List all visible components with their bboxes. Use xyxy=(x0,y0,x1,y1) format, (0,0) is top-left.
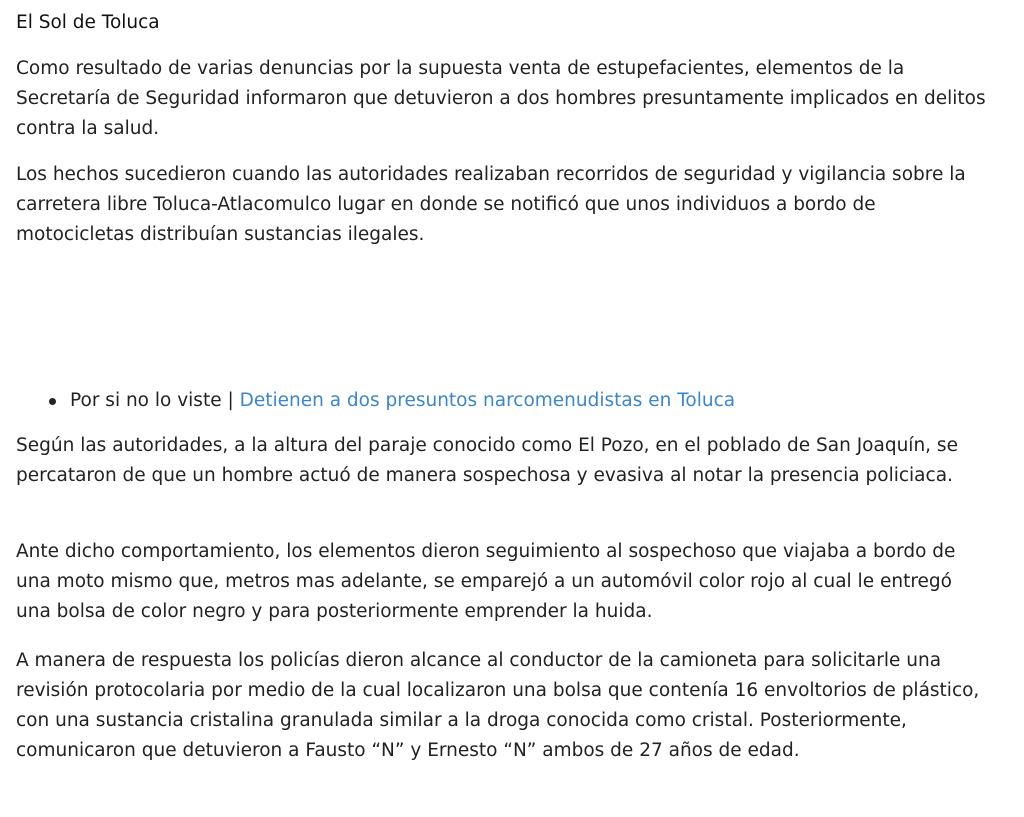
article-paragraph-2: Los hechos sucedieron cuando las autoridades realizaban recorridos de seguridad y vigilancia sobre la carretera libre Toluca-Atlacomulco lugar en donde se notificó que unos individuos a bordo de motocicletas distribuían sustancias ilegales. xyxy=(16,164,966,245)
related-links-list xyxy=(46,386,735,416)
article-source: El Sol de Toluca xyxy=(16,12,160,33)
article-paragraph-1: Como resultado de varias denuncias por la supuesta venta de estupefacientes, elementos de la Secretaría de Seguridad informaron que detuvieron a dos hombres presuntamente implicados en delitos contra la salud. xyxy=(16,58,986,139)
related-article-link[interactable]: Detienen a dos presuntos narcomenudistas en Toluca xyxy=(239,390,736,411)
bullet-icon xyxy=(49,398,56,405)
related-link-item xyxy=(46,386,735,416)
related-prefix: Por si no lo viste | xyxy=(70,390,240,411)
article-paragraph-3: Según las autoridades, a la altura del paraje conocido como El Pozo, en el poblado de San Joaquín, se percataron de que un hombre actuó de manera sospechosa y evasiva al notar la presencia policiaca. xyxy=(16,435,958,486)
article-paragraph-5: A manera de respuesta los policías dieron alcance al conductor de la camioneta para solicitarle una revisión protocolaria por medio de la cual localizaron una bolsa que contenía 16 envoltorios de plástico, con una sustancia cristalina granulada similar a la droga conocida como cristal. Posteriormente, comunicaron que detuvieron a Fausto “N” y Ernesto “N” ambos de 27 años de edad. xyxy=(16,650,980,761)
article-paragraph-4: Ante dicho comportamiento, los elementos dieron seguimiento al sospechoso que viajaba a bordo de una moto mismo que, metros mas adelante, se emparejó a un automóvil color rojo al cual le entregó una bolsa de color negro y para posteriormente emprender la huida. xyxy=(16,541,956,622)
